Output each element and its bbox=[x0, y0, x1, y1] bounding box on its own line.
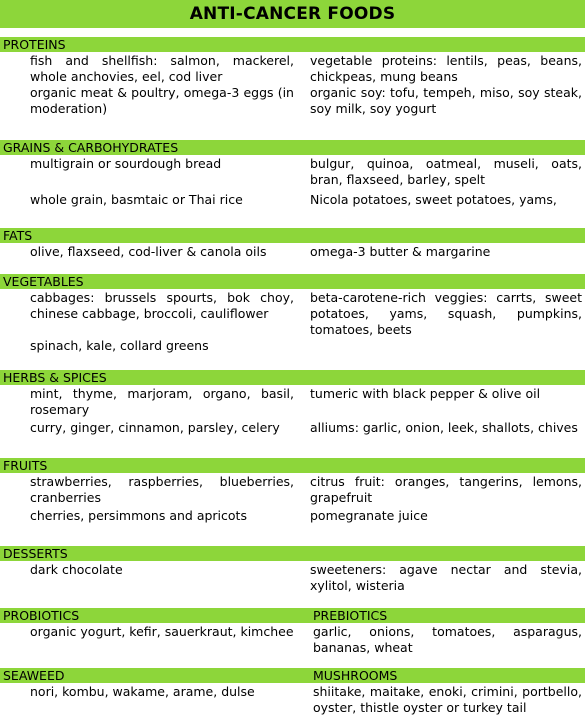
food-cell-right bbox=[297, 386, 585, 418]
section-header-label: SEAWEED bbox=[3, 668, 65, 683]
food-text: strawberries, raspberries, blueberries, cranberries bbox=[30, 474, 294, 505]
food-text: fish and shellfish: salmon, mackerel, whole anchovies, eel, cod liver bbox=[30, 53, 294, 84]
section-header-label: VEGETABLES bbox=[3, 274, 84, 289]
food-cell-right bbox=[297, 420, 585, 436]
food-cell-right bbox=[297, 85, 585, 117]
food-cell-right bbox=[297, 244, 585, 260]
food-table bbox=[0, 28, 585, 717]
food-cell-left bbox=[0, 192, 297, 208]
food-cell-right bbox=[297, 290, 585, 338]
section-header bbox=[0, 274, 585, 289]
section-header-label: DESSERTS bbox=[3, 546, 68, 561]
section-header-label: PROBIOTICS bbox=[3, 608, 80, 623]
section-header bbox=[0, 140, 585, 155]
food-row bbox=[0, 624, 585, 656]
food-text: sweeteners: agave nectar and stevia, xylitol, wisteria bbox=[310, 562, 582, 593]
food-cell-right bbox=[313, 624, 585, 656]
food-text: vegetable proteins: lentils, peas, beans, chickpeas, mung beans bbox=[310, 53, 582, 84]
food-text: bulgur, quinoa, oatmeal, museli, oats, bran, flaxseed, barley, spelt bbox=[310, 156, 582, 187]
section-header bbox=[0, 608, 585, 623]
food-text: garlic, onions, tomatoes, asparagus, bananas, wheat bbox=[313, 624, 582, 655]
food-row bbox=[0, 156, 585, 188]
food-cell-right bbox=[297, 156, 585, 188]
food-row bbox=[0, 244, 585, 260]
section-header-label: FRUITS bbox=[3, 458, 48, 473]
food-cell-right bbox=[313, 684, 585, 716]
food-cell-left bbox=[0, 156, 297, 188]
food-cell-left bbox=[0, 684, 313, 716]
section-header-label: HERBS & SPICES bbox=[3, 370, 107, 385]
food-text: organic meat & poultry, omega-3 eggs (in moderation) bbox=[30, 85, 294, 116]
food-cell-left bbox=[0, 562, 297, 594]
food-cell-left bbox=[0, 386, 297, 418]
food-text: dark chocolate bbox=[30, 562, 123, 577]
food-cell-right bbox=[297, 508, 585, 524]
food-row bbox=[0, 85, 585, 117]
food-text: spinach, kale, collard greens bbox=[30, 338, 209, 353]
food-cell-left bbox=[0, 420, 297, 436]
food-text: Nicola potatoes, sweet potatoes, yams, bbox=[310, 192, 557, 207]
food-text: cabbages: brussels spourts, bok choy, chinese cabbage, broccoli, cauliflower bbox=[30, 290, 294, 321]
section-header-label: GRAINS & CARBOHYDRATES bbox=[3, 140, 179, 155]
section-header bbox=[0, 668, 585, 683]
food-cell-right bbox=[297, 338, 585, 354]
section-header bbox=[0, 37, 585, 52]
food-text: organic yogurt, kefir, sauerkraut, kimchee bbox=[30, 624, 294, 639]
food-text: mint, thyme, marjoram, organo, basil, rosemary bbox=[30, 386, 294, 417]
section-header-label: PROTEINS bbox=[3, 37, 66, 52]
food-cell-left bbox=[0, 290, 297, 338]
section-header bbox=[0, 546, 585, 561]
page-title: ANTI-CANCER FOODS bbox=[0, 0, 585, 28]
food-text: pomegranate juice bbox=[310, 508, 428, 523]
food-cell-left bbox=[0, 474, 297, 506]
section-header-label-right: MUSHROOMS bbox=[313, 668, 398, 683]
food-row bbox=[0, 386, 585, 418]
food-row bbox=[0, 684, 585, 716]
food-text: alliums: garlic, onion, leek, shallots, chives bbox=[310, 420, 578, 435]
food-cell-left bbox=[0, 508, 297, 524]
food-cell-right bbox=[297, 192, 585, 208]
food-text: shiitake, maitake, enoki, crimini, portbello, oyster, thistle oyster or turkey tail bbox=[313, 684, 582, 715]
food-cell-left bbox=[0, 53, 297, 85]
food-cell-left bbox=[0, 338, 297, 354]
food-text: nori, kombu, wakame, arame, dulse bbox=[30, 684, 255, 699]
food-row bbox=[0, 562, 585, 594]
food-cell-right bbox=[297, 53, 585, 85]
food-text: olive, flaxseed, cod-liver & canola oils bbox=[30, 244, 267, 259]
food-cell-left bbox=[0, 624, 313, 656]
food-row bbox=[0, 290, 585, 338]
food-cell-right bbox=[297, 474, 585, 506]
section-header bbox=[0, 228, 585, 243]
food-text: tumeric with black pepper & olive oil bbox=[310, 386, 541, 401]
section-header bbox=[0, 370, 585, 385]
food-text: beta-carotene-rich veggies: carrts, sweet potatoes, yams, squash, pumpkins, tomatoes, beets bbox=[310, 290, 582, 337]
section-header-label-right: PREBIOTICS bbox=[313, 608, 388, 623]
food-row bbox=[0, 508, 585, 524]
food-row bbox=[0, 338, 585, 354]
food-text: cherries, persimmons and apricots bbox=[30, 508, 247, 523]
food-text: omega-3 butter & margarine bbox=[310, 244, 491, 259]
section-header-label: FATS bbox=[3, 228, 33, 243]
food-cell-right bbox=[297, 562, 585, 594]
food-row bbox=[0, 420, 585, 436]
food-text: multigrain or sourdough bread bbox=[30, 156, 222, 171]
section-header bbox=[0, 458, 585, 473]
food-cell-left bbox=[0, 244, 297, 260]
food-text: curry, ginger, cinnamon, parsley, celery bbox=[30, 420, 280, 435]
food-row bbox=[0, 53, 585, 85]
food-row bbox=[0, 474, 585, 506]
food-text: organic soy: tofu, tempeh, miso, soy steak, soy milk, soy yogurt bbox=[310, 85, 582, 116]
food-text: whole grain, basmtaic or Thai rice bbox=[30, 192, 243, 207]
food-text: citrus fruit: oranges, tangerins, lemons, grapefruit bbox=[310, 474, 582, 505]
food-row bbox=[0, 192, 585, 208]
food-cell-left bbox=[0, 85, 297, 117]
